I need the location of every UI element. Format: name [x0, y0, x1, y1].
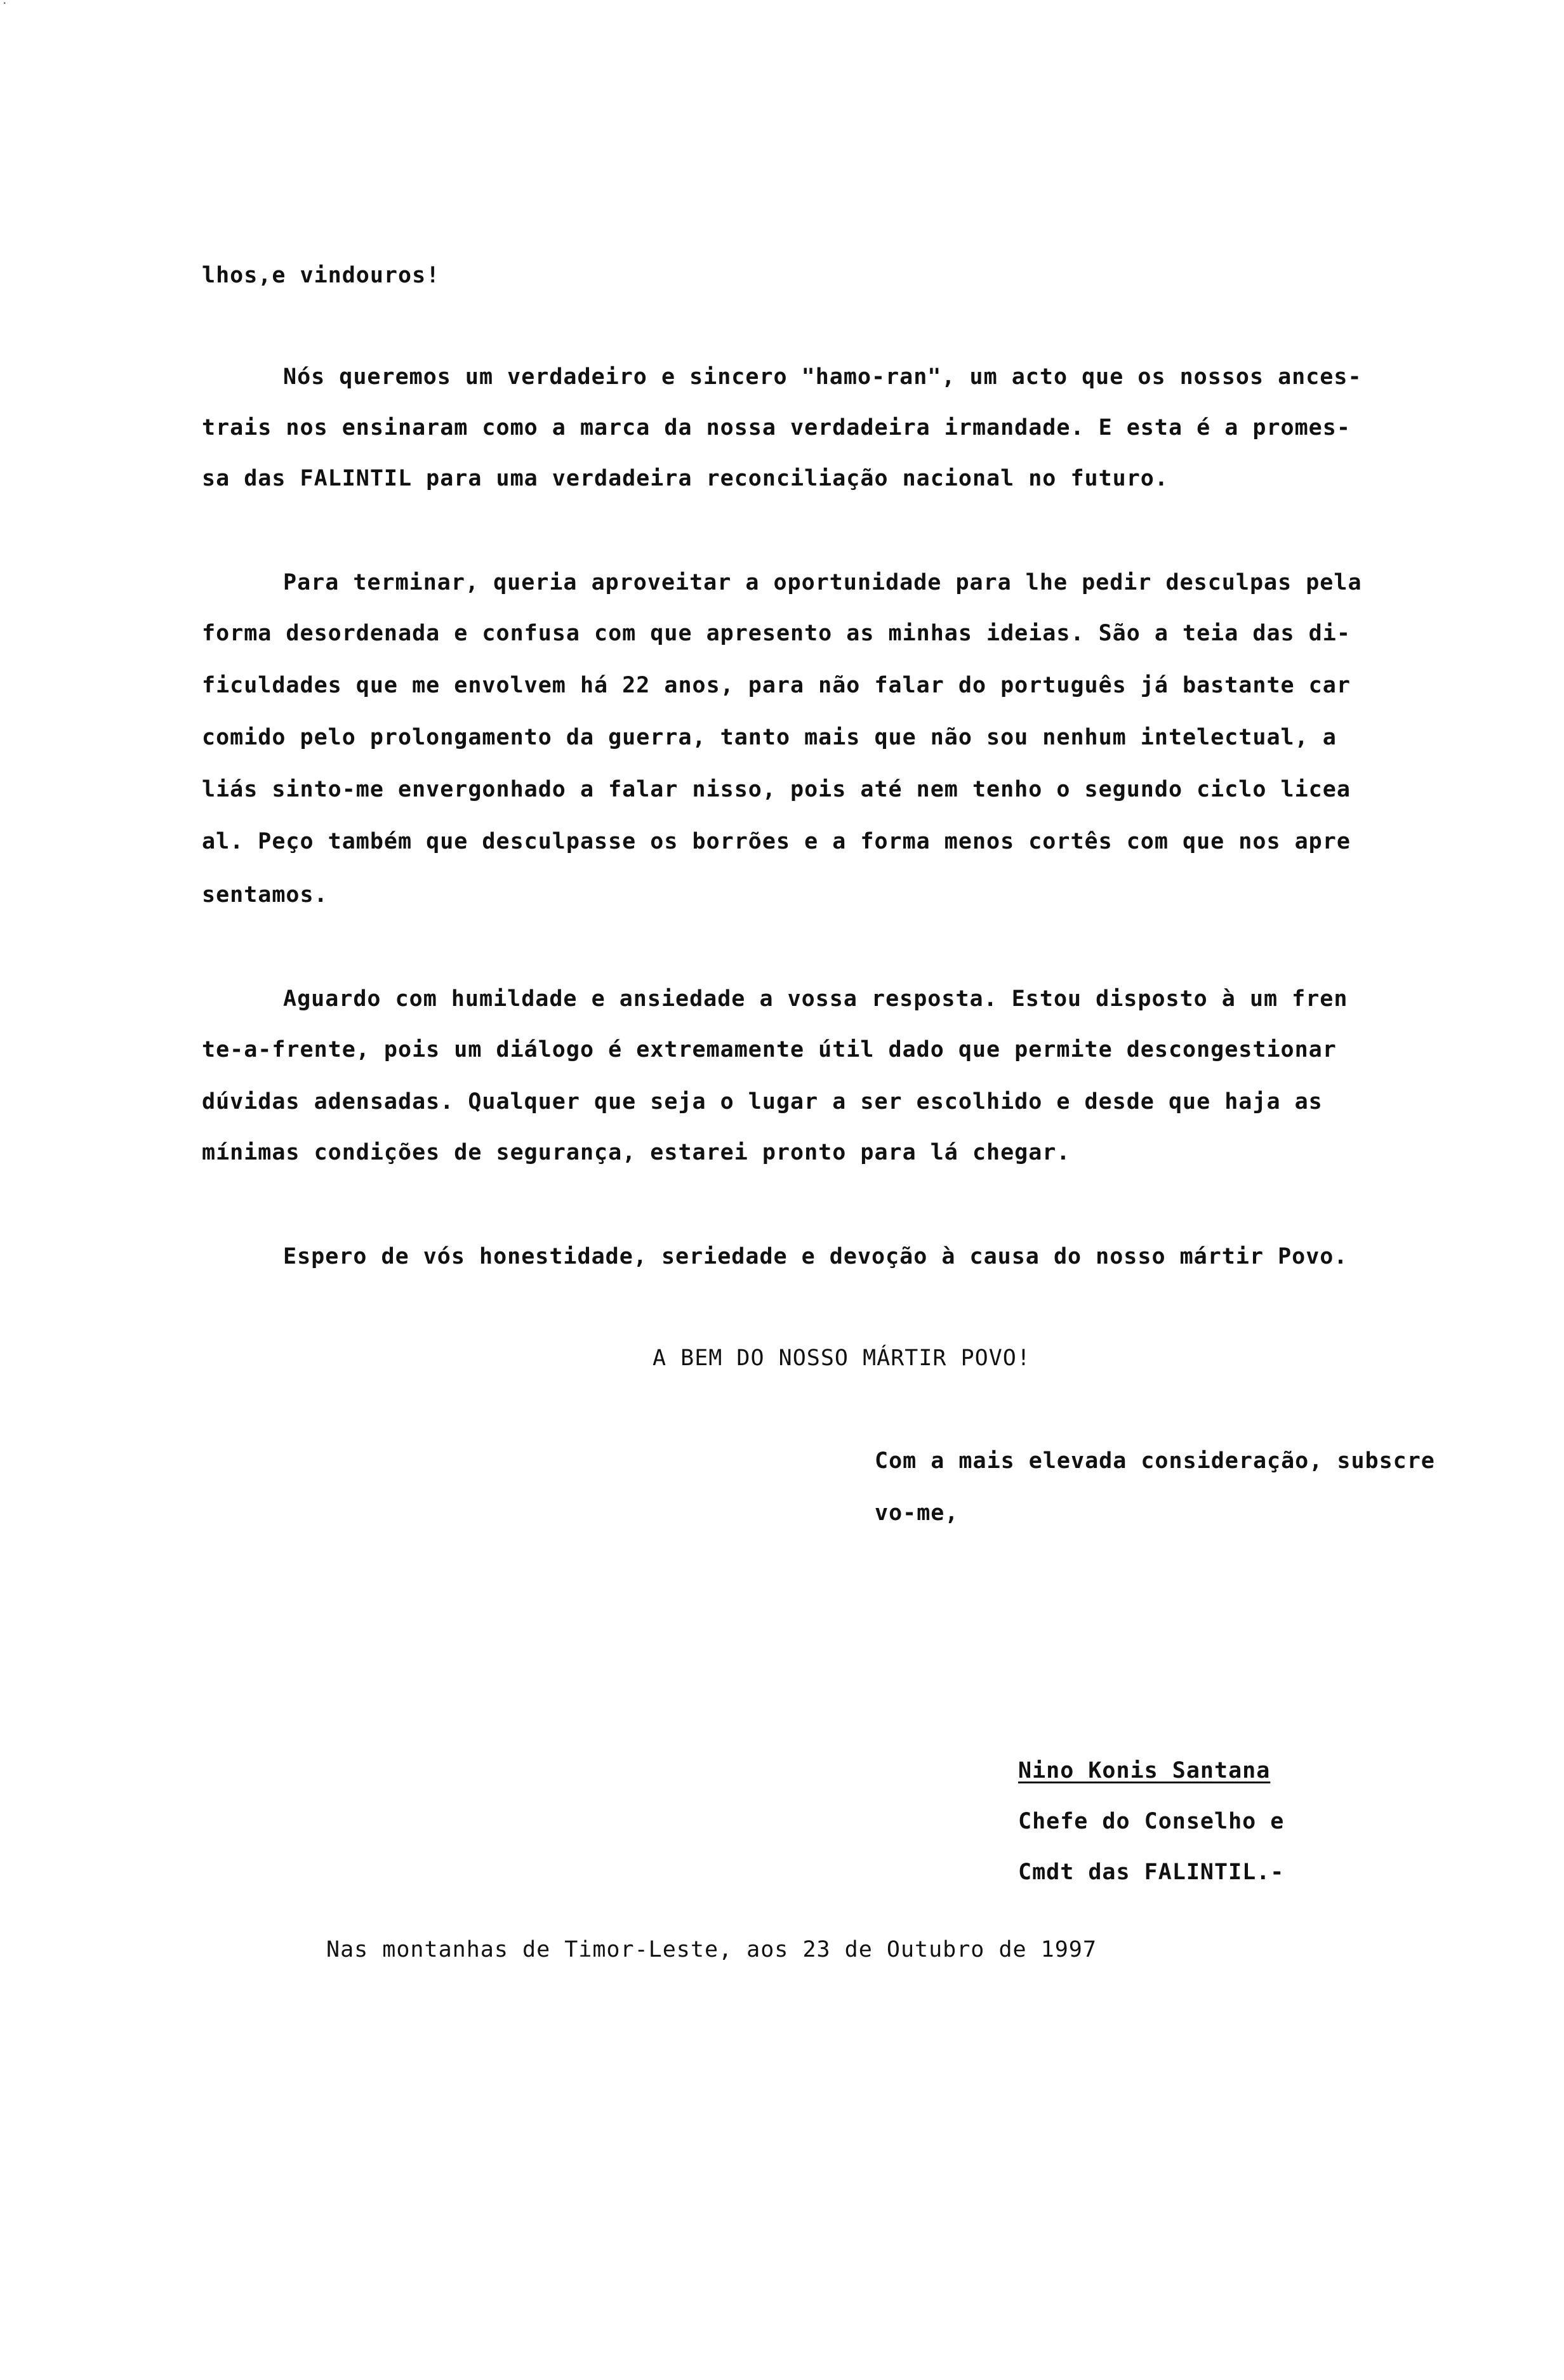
paragraph-line: Nós queremos um verdadeiro e sincero "hamo-ran", um acto que os nossos ances- [283, 364, 1362, 390]
paragraph-line: sa das FALINTIL para uma verdadeira reconciliação nacional no futuro. [202, 466, 1169, 491]
place-and-date: Nas montanhas de Timor-Leste, aos 23 de Outubro de 1997 [326, 1937, 1097, 1962]
opening-fragment: lhos,e vindouros! [202, 263, 441, 288]
paragraph-hope: Espero de vós honestidade, seriedade e devoção à causa do nosso mártir Povo. [283, 1244, 1348, 1269]
paragraph-line: ficuldades que me envolvem há 22 anos, para não falar do português já bastante car [202, 673, 1351, 698]
paragraph-line: dúvidas adensadas. Qualquer que seja o lugar a ser escolhido e desde que haja as [202, 1089, 1323, 1114]
paragraph-line: Para terminar, queria aproveitar a oportunidade para lhe pedir desculpas pela [283, 570, 1362, 595]
closing-line-2: vo-me, [875, 1500, 959, 1526]
paragraph-line: mínimas condições de segurança, estarei pronto para lá chegar. [202, 1140, 1071, 1165]
paragraph-line: al. Peço também que desculpasse os borrões e a forma menos cortês com que nos apre [202, 829, 1351, 854]
paragraph-line: Aguardo com humildade e ansiedade a vossa resposta. Estou disposto à um fren [283, 986, 1348, 1012]
signature-title: Cmdt das FALINTIL.- [1018, 1860, 1285, 1885]
paragraph-line: liás sinto-me envergonhado a falar nisso, pois até nem tenho o segundo ciclo licea [202, 777, 1351, 802]
corner-speck: ˙ [0, 0, 10, 18]
paragraph-line: comido pelo prolongamento da guerra, tanto mais que não sou nenhum intelectual, a [202, 725, 1337, 750]
signature-title: Chefe do Conselho e [1018, 1809, 1285, 1834]
paragraph-line: te-a-frente, pois um diálogo é extremamente útil dado que permite descongestionar [202, 1037, 1337, 1062]
paragraph-line: forma desordenada e confusa com que apresento as minhas ideias. São a teia das di- [202, 621, 1351, 646]
signature-name: Nino Konis Santana [1018, 1758, 1271, 1783]
paragraph-line: trais nos ensinaram como a marca da nossa verdadeira irmandade. E esta é a promes- [202, 415, 1351, 440]
closing-line-1: Com a mais elevada consideração, subscre [875, 1448, 1435, 1474]
motto: A BEM DO NOSSO MÁRTIR POVO! [653, 1345, 1031, 1371]
paragraph-line: sentamos. [202, 882, 328, 908]
